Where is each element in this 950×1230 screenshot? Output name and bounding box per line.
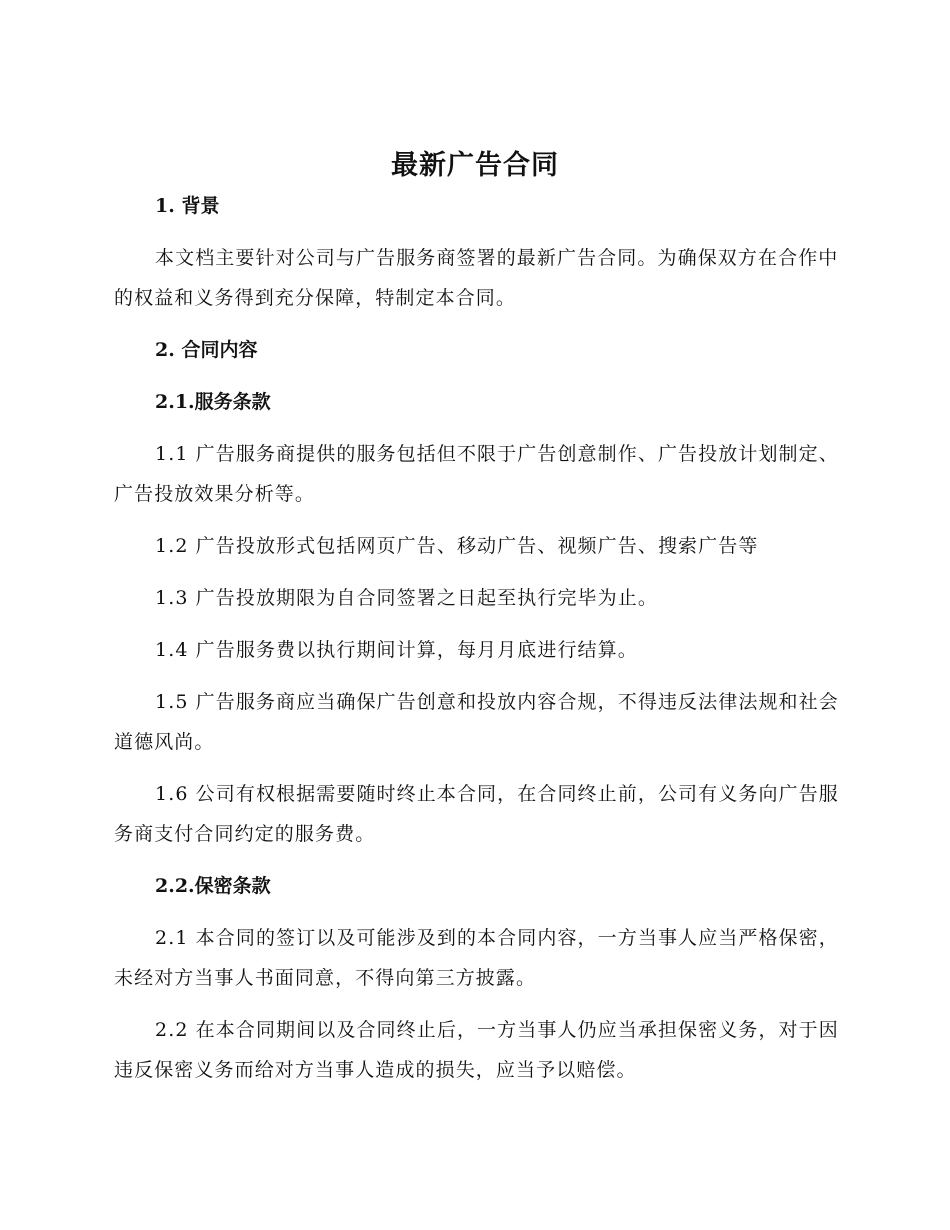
clause-2-1: 2.1 本合同的签订以及可能涉及到的本合同内容，一方当事人应当严格保密，未经对方当事人书面同意，不得向第三方披露。 (114, 927, 839, 989)
document-title: 最新广告合同 (391, 150, 559, 181)
clause-1-5: 1.5 广告服务商应当确保广告创意和投放内容合规，不得违反法律法规和社会道德风尚。 (114, 691, 839, 753)
document-body (114, 186, 840, 1090)
section-heading-background: 1. 背景 (155, 195, 220, 217)
clause-1-6: 1.6 公司有权根据需要随时终止本合同，在合同终止前，公司有义务向广告服务商支付合同约定的服务费。 (114, 783, 839, 845)
clause-1-4: 1.4 广告服务费以执行期间计算，每月月底进行结算。 (155, 639, 638, 661)
paragraph-background: 本文档主要针对公司与广告服务商签署的最新广告合同。为确保双方在合作中的权益和义务得到充分保障，特制定本合同。 (114, 247, 839, 309)
clause-2-2: 2.2 在本合同期间以及合同终止后，一方当事人仍应当承担保密义务，对于因违反保密义务而给对方当事人造成的损失，应当予以赔偿。 (114, 1019, 839, 1081)
section-heading-confidentiality-terms: 2.2.保密条款 (155, 875, 271, 897)
section-heading-contract-content: 2. 合同内容 (155, 339, 258, 361)
clause-1-2: 1.2 广告投放形式包括网页广告、移动广告、视频广告、搜索广告等 (155, 535, 759, 557)
section-heading-service-terms: 2.1.服务条款 (155, 391, 271, 413)
clause-1-3: 1.3 广告投放期限为自合同签署之日起至执行完毕为止。 (155, 587, 658, 609)
clause-1-1: 1.1 广告服务商提供的服务包括但不限于广告创意制作、广告投放计划制定、广告投放效果分析等。 (114, 443, 839, 505)
